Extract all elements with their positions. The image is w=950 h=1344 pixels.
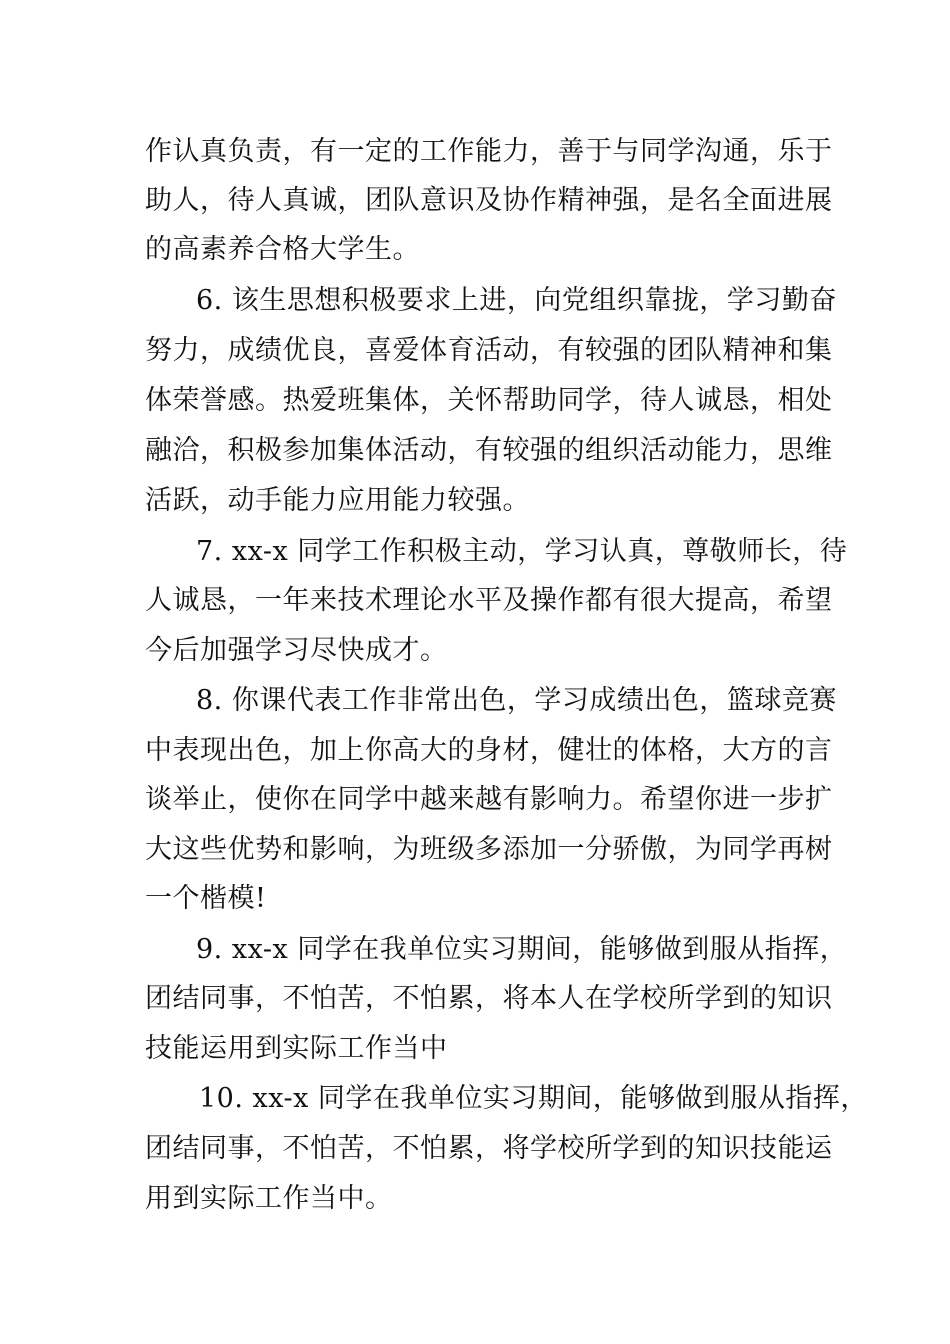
paragraph-line: 活跃，动手能力应用能力较强。 <box>145 485 530 516</box>
paragraph-line: 的高素养合格大学生。 <box>145 234 420 265</box>
paragraph-line: 作认真负责，有一定的工作能力，善于与同学沟通，乐于 <box>145 136 833 167</box>
paragraph-line: 体荣誉感。热爱班集体，关怀帮助同学，待人诚恳，相处 <box>145 385 833 416</box>
paragraph-line: 一个楷模! <box>145 883 267 914</box>
paragraph-first-line: 8. 你课代表工作非常出色，学习成绩出色，篮球竞赛 <box>196 685 837 716</box>
paragraph-line: 融洽，积极参加集体活动，有较强的组织活动能力，思维 <box>145 435 833 466</box>
paragraph-line: 中表现出色，加上你高大的身材，健壮的体格，大方的言 <box>145 735 833 766</box>
paragraph-line: 大这些优势和影响，为班级多添加一分骄傲，为同学再树 <box>145 834 833 865</box>
paragraph-line: 助人，待人真诚，团队意识及协作精神强，是名全面进展 <box>145 185 833 216</box>
paragraph-first-line: 6. 该生思想积极要求上进，向党组织靠拢，学习勤奋 <box>196 285 837 316</box>
paragraph-line: 技能运用到实际工作当中 <box>145 1033 448 1064</box>
paragraph-first-line: 10. xx-x 同学在我单位实习期间，能够做到服从指挥， <box>199 1083 868 1114</box>
paragraph-line: 谈举止，使你在同学中越来越有影响力。希望你进一步扩 <box>145 784 833 815</box>
paragraph-first-line: 7. xx-x 同学工作积极主动，学习认真，尊敬师长，待 <box>196 536 848 567</box>
paragraph-line: 团结同事，不怕苦，不怕累，将本人在学校所学到的知识 <box>145 983 833 1014</box>
paragraph-line: 用到实际工作当中。 <box>145 1183 393 1214</box>
paragraph-line: 今后加强学习尽快成才。 <box>145 635 448 666</box>
paragraph-line: 人诚恳，一年来技术理论水平及操作都有很大提高，希望 <box>145 585 833 616</box>
paragraph-line: 团结同事，不怕苦，不怕累，将学校所学到的知识技能运 <box>145 1133 833 1164</box>
paragraph-first-line: 9. xx-x 同学在我单位实习期间，能够做到服从指挥， <box>196 934 848 965</box>
paragraph-line: 努力，成绩优良，喜爱体育活动，有较强的团队精神和集 <box>145 335 833 366</box>
